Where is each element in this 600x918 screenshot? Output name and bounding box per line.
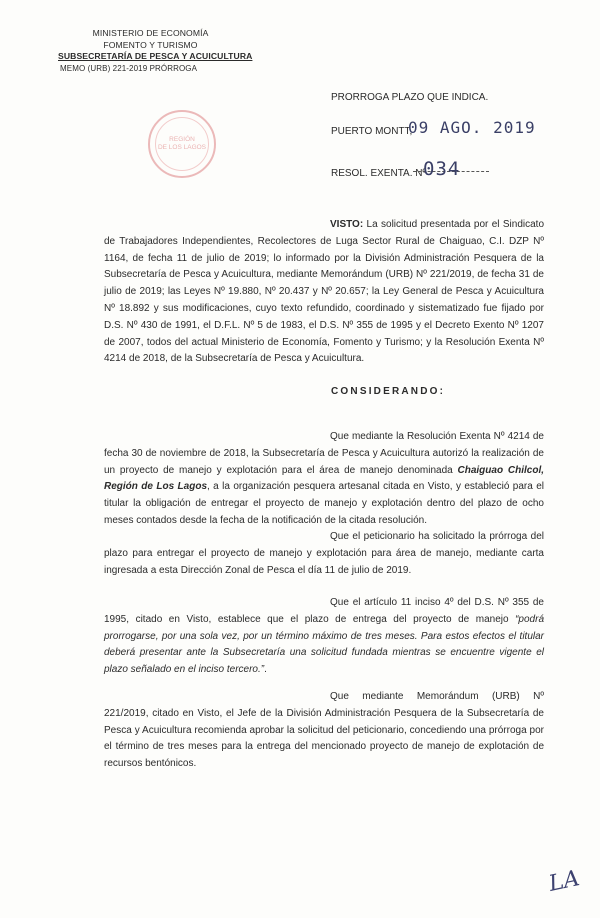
ministry-name: MINISTERIO DE ECONOMÍA	[92, 28, 209, 38]
visto-text: La solicitud presentada por el Sindicato de Trabajadores Independientes, Recolectores de Luga Sector Rural de Chaiguao, C.I. DZP Nº 1164, de fecha 11 de julio de 2019; lo informado por la División Administración Pesquera de la Subsecretaría de Pesca y Acuicultura, mediante Memorándum (URB) Nº 221/2019, de fecha 31 de julio de 2019; las Leyes Nº 19.880, Nº 20.437 y Nº 20.657; la Ley General de Pesca y Acuicultura Nº 18.892 y sus modificaciones, cuyo texto refundido, coordinado y sistematizado fue fijado por D.S. Nº 430 de 1991, el D.F.L. Nº 5 de 1983, el D.S. Nº 355 de 1995 y el Decreto Exento Nº 1207 de 2007, todos del actual Ministerio de Economía, Fomento y Turismo; y la Resolución Exenta Nº 4214 de 2018, de la Subsecretaría de Pesca y Acuicultura.	[104, 219, 545, 365]
c1-text-b: , a la organización pesquera artesanal citada en Visto, y estableció para el titular la obligación de entregar el proyecto de manejo y explotación dentro del plazo de ocho meses contados desde la fecha de la notificación de la citada resolución.	[104, 481, 544, 526]
handwritten-date: 09 AGO. 2019	[408, 118, 536, 137]
considerando-paragraph-2	[104, 529, 544, 579]
c3-text-a: Que el artículo 11 inciso 4º del D.S. Nº 355 de 1995, citado en Visto, establece que el plazo de entrega del proyecto de manejo	[104, 597, 544, 625]
c3-quote: “podrá prorrogarse, por una sola vez, por un término máximo de tres meses. Para estos efectos el titular deberá presentar ante la Subsecretaría una solicitud fundada mientras se encuentre vigente el plazo señalado en el inciso tercero.”	[104, 613, 544, 676]
resolution-title: PRORROGA PLAZO QUE INDICA.	[331, 92, 489, 103]
memo-reference: MEMO (URB) 221-2019 PRÓRROGA	[60, 63, 198, 73]
c3-text-b: .	[264, 664, 267, 676]
official-seal-stamp	[148, 110, 216, 178]
handwritten-resolution-number: 034	[423, 158, 461, 180]
considerando-paragraph-1	[104, 429, 544, 530]
visto-section	[104, 217, 544, 368]
subsecretaria-name: SUBSECRETARÍA DE PESCA Y ACUICULTURA	[58, 51, 253, 61]
stamp-line-2: DE LOS LAGOS	[157, 144, 207, 151]
considerando-paragraph-4	[104, 689, 544, 773]
handwritten-initials: LA	[546, 866, 582, 897]
c2-text: Que el peticionario ha solicitado la prórroga del plazo para entregar el proyecto de manejo y explotación para área de manejo, mediante carta ingresada a esta Dirección Zonal de Pesca el día 11 de julio de 2019.	[104, 531, 544, 576]
resolution-number-label: RESOL. EXENTA. Nº	[331, 168, 427, 179]
c1-text-a: Que mediante la Resolución Exenta Nº 4214 de fecha 30 de noviembre de 2018, la Subsecretaría de Pesca y Acuicultura autorizó la realización de un proyecto de manejo y explotación para el área de manejo denominada	[104, 431, 544, 476]
letterhead	[58, 28, 253, 74]
city-label: PUERTO MONTT,	[331, 126, 413, 137]
c1-area-name: Chaiguao Chilcol, Región de Los Lagos	[104, 464, 544, 493]
considerando-heading: CONSIDERANDO:	[331, 386, 446, 397]
c4-text: Que mediante Memorándum (URB) Nº 221/2019, citado en Visto, el Jefe de la División Administración Pesquera de la Subsecretaría de Pesca y Acuicultura recomienda aprobar la solicitud del peticionario, concediendo una prórroga por el término de tres meses para la entrega del mencionado proyecto de manejo de explotación de recursos bentónicos.	[104, 691, 544, 770]
stamp-line-1: REGIÓN	[169, 136, 195, 143]
considerando-paragraph-3	[104, 595, 544, 679]
ministry-subtitle: FOMENTO Y TURISMO	[103, 39, 198, 50]
visto-label: VISTO:	[330, 219, 364, 230]
